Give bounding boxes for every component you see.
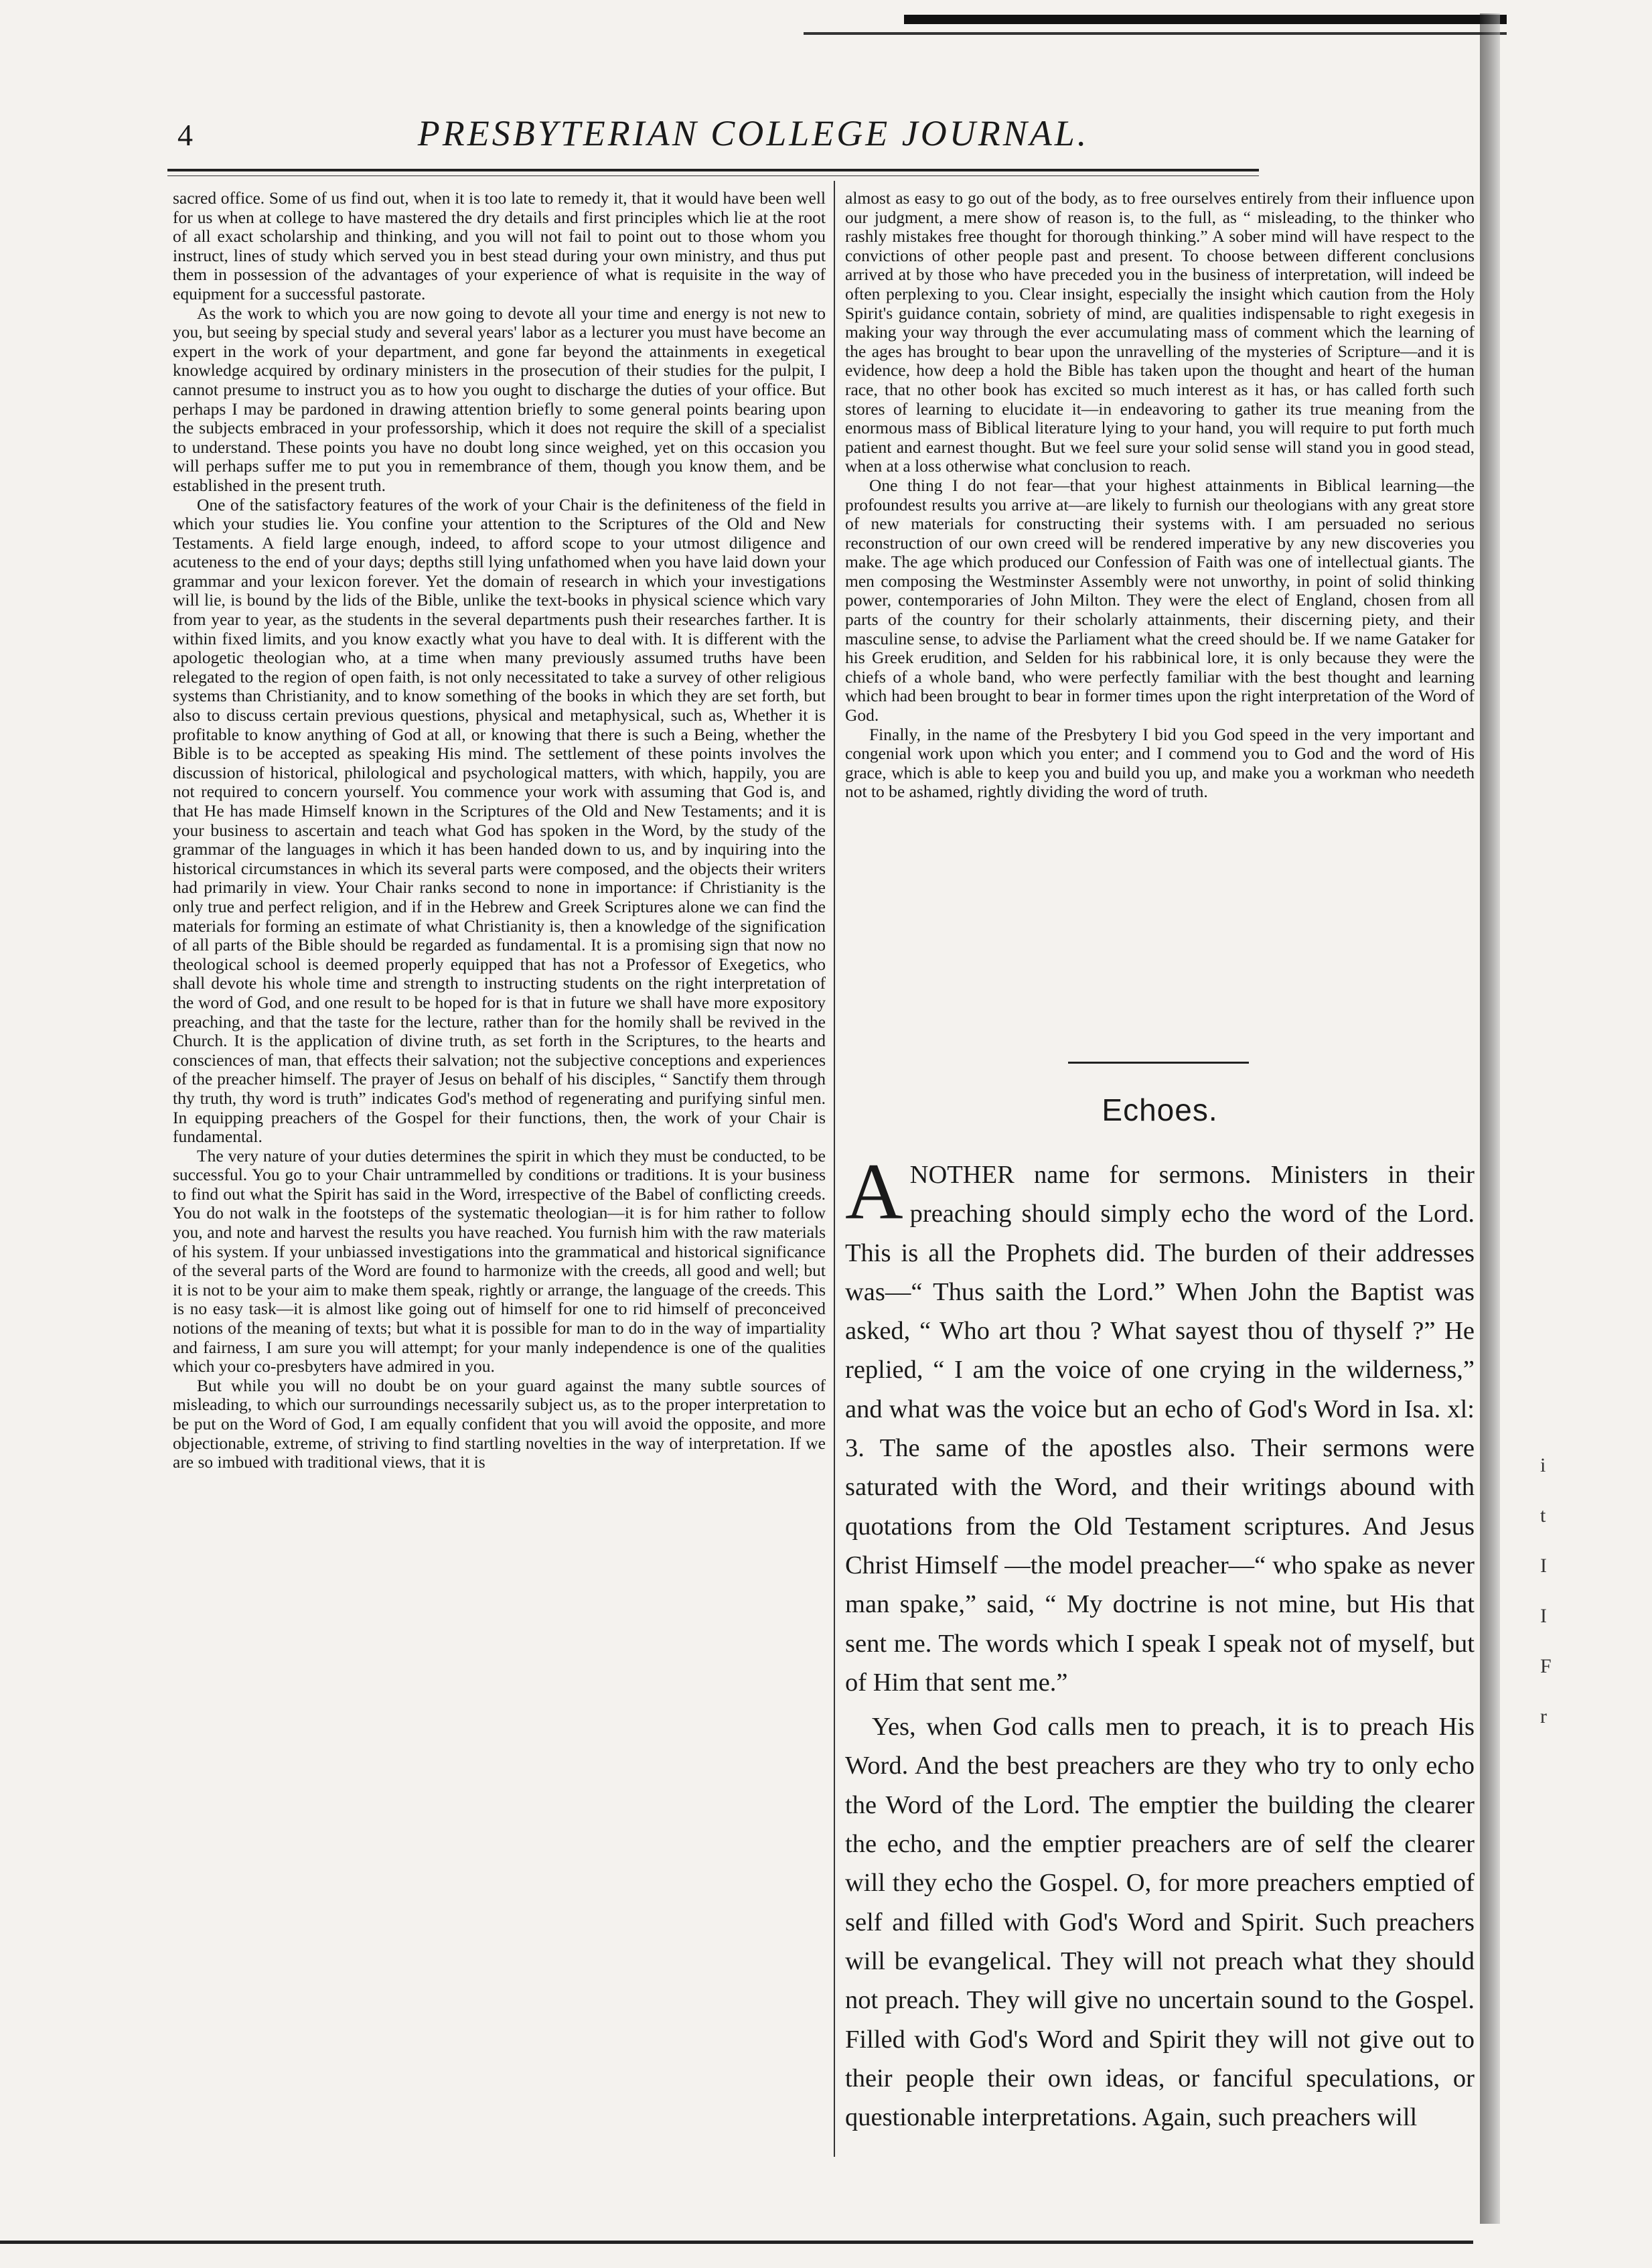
- header-rule: [167, 169, 1259, 171]
- paragraph: Finally, in the name of the Presbytery I bid you God speed in the very important and congenial work upon which you enter; and I commend you to God and the word of His grace, which is able to keep you and build you up, and make you a workman who needeth not to be ashamed, rightly dividing the word of truth.: [845, 724, 1475, 802]
- paragraph: almost as easy to go out of the body, as to free ourselves entirely from their influence upon our judgment, a mere show of reason is, to the full, as “ misleading, to the thinker who rashly mistakes free thought for thorough thinking.” A sober mind will have respect to the convictions of other people past and present. To choose between different conclusions arrived at by those who have preceded you in the business of interpretation, will indeed be often perplexing to you. Clear insight, especially the insight which caution from the Holy Spirit's guidance contain, sobriety of mind, are qualities indispensable to right exegesis in making your way through the ever accumulating mass of comment which the learning of the ages has brought to bear upon the unravelling of the mysteries of Scripture—and it is evidence, how deep a hold the Bible has taken upon the thought and heart of the human race, that no other book has excited so much interest as it has, or has called forth such stores of learning to elucidate it—in endeavoring to gather its true meaning from the enormous mass of Biblical literature lying to your hand, you will require to put forth much patient and earnest thought. But we feel sure your solid sense will stand you in good stead, when at a loss otherwise what conclusion to reach.: [845, 188, 1475, 476]
- drop-cap: A: [845, 1147, 903, 1236]
- scan-edge-bar: [904, 15, 1507, 24]
- section-title: Echoes.: [1102, 1092, 1218, 1127]
- paragraph: One of the satisfactory features of the work of your Chair is the definiteness of the field in which your studies lie. You confine your attention to the Scriptures of the Old and New Testaments. A field large enough, indeed, to afford scope to your utmost diligence and acuteness to the end of your days; depths still lying unfathomed when you have laid down your grammar and your lexicon forever. Yet the domain of research in which your investigations will lie, is bound by the lids of the Bible, unlike the text-books in physical science which vary from year to year, as the students in the several departments push their researches farther. It is within fixed limits, and you know exactly what you have to deal with. It is different with the apologetic theologian who, at a time when many previously assumed truths have been relegated to the region of open faith, is not only necessitated to take a survey of other religious systems than Christianity, and to know something of the books in which they are set forth, but also to discuss certain previous questions, physical and metaphysical, such as, Whether it is profitable to know anything of God at all, or knowing that there is such a Being, whether the Bible is to be accepted as speaking His mind. The settlement of these points involves the discussion of historical, philological and psychological matters, with which, happily, you are not required to concern yourself. You commence your work with assuming that God is, and that He has made Himself known in the Scriptures of the Old and New Testaments; and it is your business to ascertain and teach what God has spoken in the Word, by the study of the grammar of the languages in which it has been handed down to us, and by inquiring into the historical circumstances in which its several parts were composed, and the objects their writers had primarily in view. Your Chair ranks second to none in importance: if Christianity is the only true and perfect religion, and if in the Hebrew and Greek Scriptures alone we can find the materials for forming an estimate of what Christianity is, then a knowledge of the signification of all parts of the Bible should be regarded as fundamental. It is a promising sign that now no theological school is deemed properly equipped that has not a Professor of Exegetics, who shall devote his whole time and strength to instructing students on the right interpretation of the word of God, and one result to be hoped for is that in future we shall have more expository preaching, and that the taste for the lecture, rather than for the homily shall be revived in the Church. It is the application of divine truth, as set forth in the Scriptures, to the hearts and consciences of man, that effects their salvation; not the subjective conceptions and experiences of the preacher himself. The prayer of Jesus on behalf of his disciples, “ Sanctify them through thy truth, thy word is truth” indicates God's method of regenerating and purifying sinful men. In equipping preachers of the Gospel for their functions, then, the work of your Chair is fundamental.: [173, 494, 826, 1147]
- paragraph: sacred office. Some of us find out, when it is too late to remedy it, that it would have been well for us when at college to have mastered the dry details and first principles which lie at the root of all exact scholarship and thinking, and you will not fail to point out to those whom you instruct, lines of study which served you in best stead during your own ministry, and thus put them in possession of the advantages of your experience of what is requisite in the way of equipment for a successful pastorate.: [173, 188, 826, 303]
- bottom-edge-bar: [0, 2241, 1473, 2244]
- paragraph-text: name for sermons. Ministers in their preaching should simply echo the word of the Lord. This is all the Prophets did. The burden of their addresses was—“ Thus saith the Lord.” When John the Baptist was asked, “ Who art thou ? What sayest thou of thyself ?” He replied, “ I am the voice of one crying in the wilderness,” and what was the voice but an echo of God's Word in Isa. xl: 3. The same of the apostles also. Their sermons were saturated with the Word, and their writings abound with quotations from the Old Testament scriptures. And Jesus Christ Himself —the model preacher—“ who spake as never man spake,” said, “ My doctrine is not mine, but His that sent me. The words which I speak I speak not of myself, but of Him that sent me.”: [845, 1161, 1475, 1697]
- fragment: I: [1540, 1605, 1547, 1627]
- paragraph: As the work to which you are now going to devote all your time and energy is not new to you, but seeing by special study and several years' labor as a lecturer you must have become an expert in the work of your department, and gone far beyond the attainments in exegetical knowledge acquired by ordinary ministers in the prosecution of their studies for the pulpit, I cannot presume to instruct you as to how you ought to discharge the duties of your office. But perhaps I may be pardoned in drawing attention briefly to some general points bearing upon the subjects embraced in your professorship, which it does not require the skill of a specialist to understand. These points you have no doubt long since weighed, yet on this occasion you will perhaps suffer me to put you in remembrance of them, though you know them, and be established in the present truth.: [173, 303, 826, 495]
- echoes-paragraph-1: [845, 1147, 1475, 1702]
- page-number: 4: [177, 118, 193, 152]
- fragment: t: [1540, 1504, 1546, 1527]
- fragment: I: [1540, 1555, 1547, 1577]
- fragment: F: [1540, 1655, 1552, 1677]
- fragment: r: [1540, 1705, 1547, 1727]
- paragraph: The very nature of your duties determines the spirit in which they must be conducted, to be successful. You go to your Chair untrammelled by conditions or traditions. It is your business to find out what the Spirit has said in the Word, irrespective of the Babel of conflicting creeds. You do not walk in the footsteps of the systematic theologian—it is for him rather to follow you, and note and harvest the results you have reached. You furnish him with the raw materials of his system. If your unbiassed investigations into the grammatical and historical significance of the several parts of the Word are found to harmonize with the creeds, all good and well; but it is not to be your aim to make them speak, rightly or arrange, the language of the creeds. This is no easy task—it is almost like going out of himself for one to rid himself of preconceived notions of the meaning of texts; but what it is possible for man to do in the way of impartiality and fairness, I am sure you will attempt; for your manly independence is one of the qualities which your co-presbyters have admired in you.: [173, 1145, 826, 1376]
- journal-title: PRESBYTERIAN COLLEGE JOURNAL.: [417, 113, 1090, 153]
- page-header: [177, 113, 1249, 166]
- adjacent-page-fragments: [1540, 1440, 1567, 1976]
- echoes-paragraph-2: Yes, when God calls men to preach, it is to preach His Word. And the best preachers are they who try to only echo the Word of the Lord. The emptier the building the clearer the echo, and the emptier preachers are of self the clearer will they echo the Gospel. O, for more preachers emptied of self and filled with God's Word and Spirit. Such preachers will be evangelical. They will not preach what they should not preach. They will give no uncertain sound to the Gospel. Filled with God's Word and Spirit they will not give out to their people their own ideas, or fanciful speculations, or questionable interpretations. Again, such preachers will: [845, 1713, 1475, 2132]
- echoes-section: [845, 1147, 1475, 2137]
- column-divider: [834, 181, 835, 2157]
- paragraph: But while you will no doubt be on your guard against the many subtle sources of misleading, to which our surroundings necessarily subject us, as to the proper interpretation to be put on the Word of God, I am equally confident that you will avoid the opposite, and more objectionable, extreme, of striving to find startling novelties in the way of interpretation. If we are so imbued with traditional views, that it is: [173, 1375, 826, 1472]
- page-binding-shadow: [1480, 13, 1500, 2224]
- left-column: [173, 189, 826, 1472]
- fragment: i: [1540, 1454, 1546, 1476]
- drop-cap-continuation: NOTHER: [909, 1161, 1015, 1189]
- scan-edge-line: [804, 32, 1507, 35]
- section-rule: [1068, 1062, 1249, 1064]
- paragraph: One thing I do not fear—that your highest attainments in Biblical learning—the profoundest results you arrive at—are likely to furnish our theologians with any great store of new materials for constructing their systems with. I am persuaded no serious reconstruction of our own creed will be rendered imperative by any new discoveries you make. The age which produced our Confession of Faith was one of intellectual giants. The men composing the Westminster Assembly were not unworthy, in point of solid thinking power, contemporaries of John Milton. They were the elect of England, chosen from all parts of the country for their scholarly attainments, their discerning piety, and their masculine sense, to advise the Parliament what the creed should be. If we name Gataker for his Greek erudition, and Selden for his rabbinical lore, it is only because they were the chiefs of a whole band, who were perfectly familiar with the best thought and learning which had been brought to bear in former times upon the right interpretation of the Word of God.: [845, 475, 1475, 725]
- right-column: [845, 189, 1475, 802]
- header-rule-thin: [167, 175, 1259, 176]
